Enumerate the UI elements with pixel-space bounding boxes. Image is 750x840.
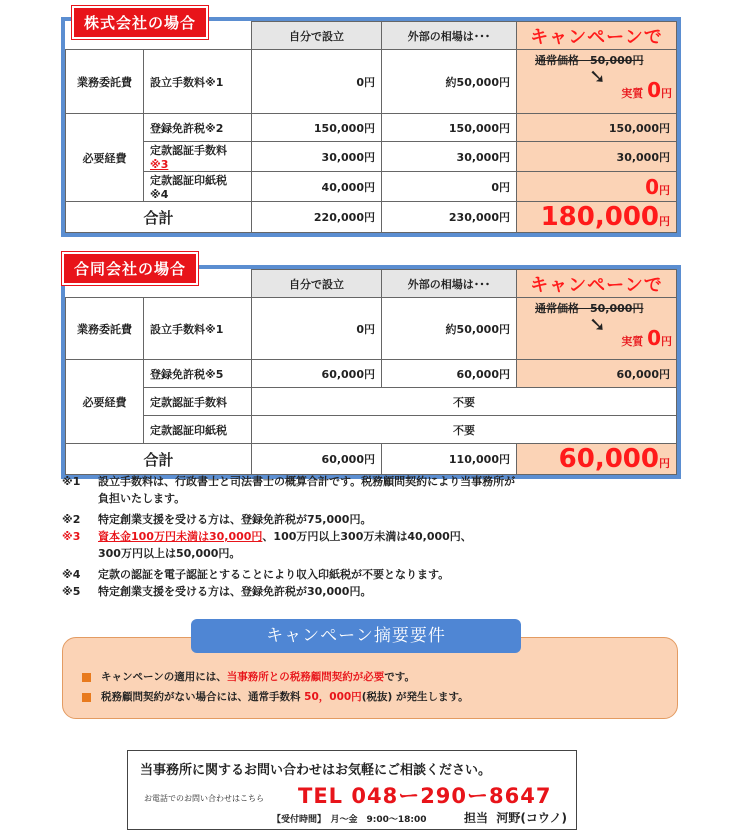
- total-campaign: 60,000円: [517, 444, 677, 475]
- self-teikan-tesuryo: 30,000円: [252, 142, 382, 172]
- merged-teikan-tesuryo: 不要: [252, 388, 677, 416]
- market-teikan-tesuryo: 30,000円: [382, 142, 517, 172]
- campaign-teikan-inshi: 0円: [517, 172, 677, 202]
- market-teikan-inshi: 0円: [382, 172, 517, 202]
- self-setsuritsu: 0円: [252, 50, 382, 114]
- goudou-tag: 合同会社の場合: [62, 252, 198, 285]
- header-campaign: キャンペーンで: [517, 270, 677, 298]
- item-toroku: 登録免許税※5: [144, 360, 252, 388]
- kabushiki-table: [61, 17, 681, 237]
- normal-price: 通常価格 50,000円: [535, 302, 644, 315]
- phone-label: お電話でのお問い合わせはこちら: [144, 794, 264, 803]
- total-self: 220,000円: [252, 202, 382, 233]
- item-toroku: 登録免許税※2: [144, 114, 252, 142]
- note: 300万円以上は50,000円。: [98, 547, 241, 560]
- note: ※4 定款の認証を電子認証とすることにより収入印紙税が不要となります。: [62, 568, 450, 581]
- item-setsuritsu: 設立手数料※1: [144, 50, 252, 114]
- bullet-square-icon: [82, 693, 91, 702]
- note: ※1 設立手数料は、行政書士と司法書士の概算合計です。税務顧問契約により当事務所が: [62, 475, 516, 488]
- group-gyoumu: 業務委託費: [66, 50, 144, 114]
- tel-number[interactable]: TEL 048ー290ー8647: [298, 784, 552, 808]
- note: ※2 特定創業支援を受ける方は、登録免許税が75,000円。: [62, 513, 372, 526]
- market-toroku: 150,000円: [382, 114, 517, 142]
- header-self: 自分で設立: [252, 270, 382, 298]
- campaign-teikan-tesuryo: 30,000円: [517, 142, 677, 172]
- group-hitsuyou: 必要経費: [66, 114, 144, 202]
- contact-headline: 当事務所に関するお問い合わせはお気軽にご相談ください。: [140, 763, 492, 778]
- item-teikan-tesuryo: 定款認証手数料※3: [144, 142, 252, 172]
- self-toroku: 150,000円: [252, 114, 382, 142]
- footnotes: [62, 473, 662, 600]
- market-setsuritsu: 約50,000円: [382, 50, 517, 114]
- total-market: 110,000円: [382, 444, 517, 475]
- campaign-toroku: 150,000円: [517, 114, 677, 142]
- jisshitsu: 実質 0円: [621, 78, 672, 102]
- market-toroku: 60,000円: [382, 360, 517, 388]
- campaign-setsuritsu: [517, 50, 677, 114]
- contact-box: [127, 750, 577, 830]
- note: ※5 特定創業支援を受ける方は、登録免許税が30,000円。: [62, 585, 372, 598]
- arrow-icon: ➘: [589, 64, 606, 88]
- header-market: 外部の相場は･･･: [382, 22, 517, 50]
- total-market: 230,000円: [382, 202, 517, 233]
- total-campaign: 180,000円: [517, 202, 677, 233]
- market-setsuritsu: 約50,000円: [382, 298, 517, 360]
- arrow-icon: ➘: [589, 312, 606, 336]
- campaign-setsuritsu: [517, 298, 677, 360]
- total-label: 合計: [66, 444, 252, 475]
- total-label: 合計: [66, 202, 252, 233]
- item-setsuritsu: 設立手数料※1: [144, 298, 252, 360]
- goudou-table: [61, 265, 681, 479]
- header-market: 外部の相場は･･･: [382, 270, 517, 298]
- campaign-summary-title: キャンペーン摘要要件: [191, 619, 521, 653]
- person: 担当 河野(コウノ): [464, 811, 567, 825]
- total-self: 60,000円: [252, 444, 382, 475]
- merged-teikan-inshi: 不要: [252, 416, 677, 444]
- normal-price: 通常価格 50,000円: [535, 54, 644, 67]
- bullet-square-icon: [82, 673, 91, 682]
- self-teikan-inshi: 40,000円: [252, 172, 382, 202]
- header-self: 自分で設立: [252, 22, 382, 50]
- campaign-summary-items: [82, 667, 469, 707]
- campaign-toroku: 60,000円: [517, 360, 677, 388]
- note: 負担いたします。: [98, 492, 186, 505]
- self-setsuritsu: 0円: [252, 298, 382, 360]
- self-toroku: 60,000円: [252, 360, 382, 388]
- note: ※3 資本金100万円未満は30,000円、100万円以上300万未満は40,000円、: [62, 530, 472, 543]
- item-teikan-inshi: 定款認証印紙税※4: [144, 172, 252, 202]
- hours: 【受付時間】 月～金 9:00～18:00: [272, 815, 427, 825]
- summary-item: 税務顧問契約がない場合には、通常手数料 50，000円(税抜) が発生します。: [82, 687, 469, 707]
- item-teikan-inshi: 定款認証印紙税: [144, 416, 252, 444]
- jisshitsu: 実質 0円: [621, 326, 672, 350]
- group-gyoumu: 業務委託費: [66, 298, 144, 360]
- group-hitsuyou: 必要経費: [66, 360, 144, 444]
- header-campaign: キャンペーンで: [517, 22, 677, 50]
- item-teikan-tesuryo: 定款認証手数料: [144, 388, 252, 416]
- summary-item: キャンペーンの適用には、当事務所との税務顧問契約が必要です。: [82, 667, 469, 687]
- kabushiki-tag: 株式会社の場合: [72, 6, 208, 39]
